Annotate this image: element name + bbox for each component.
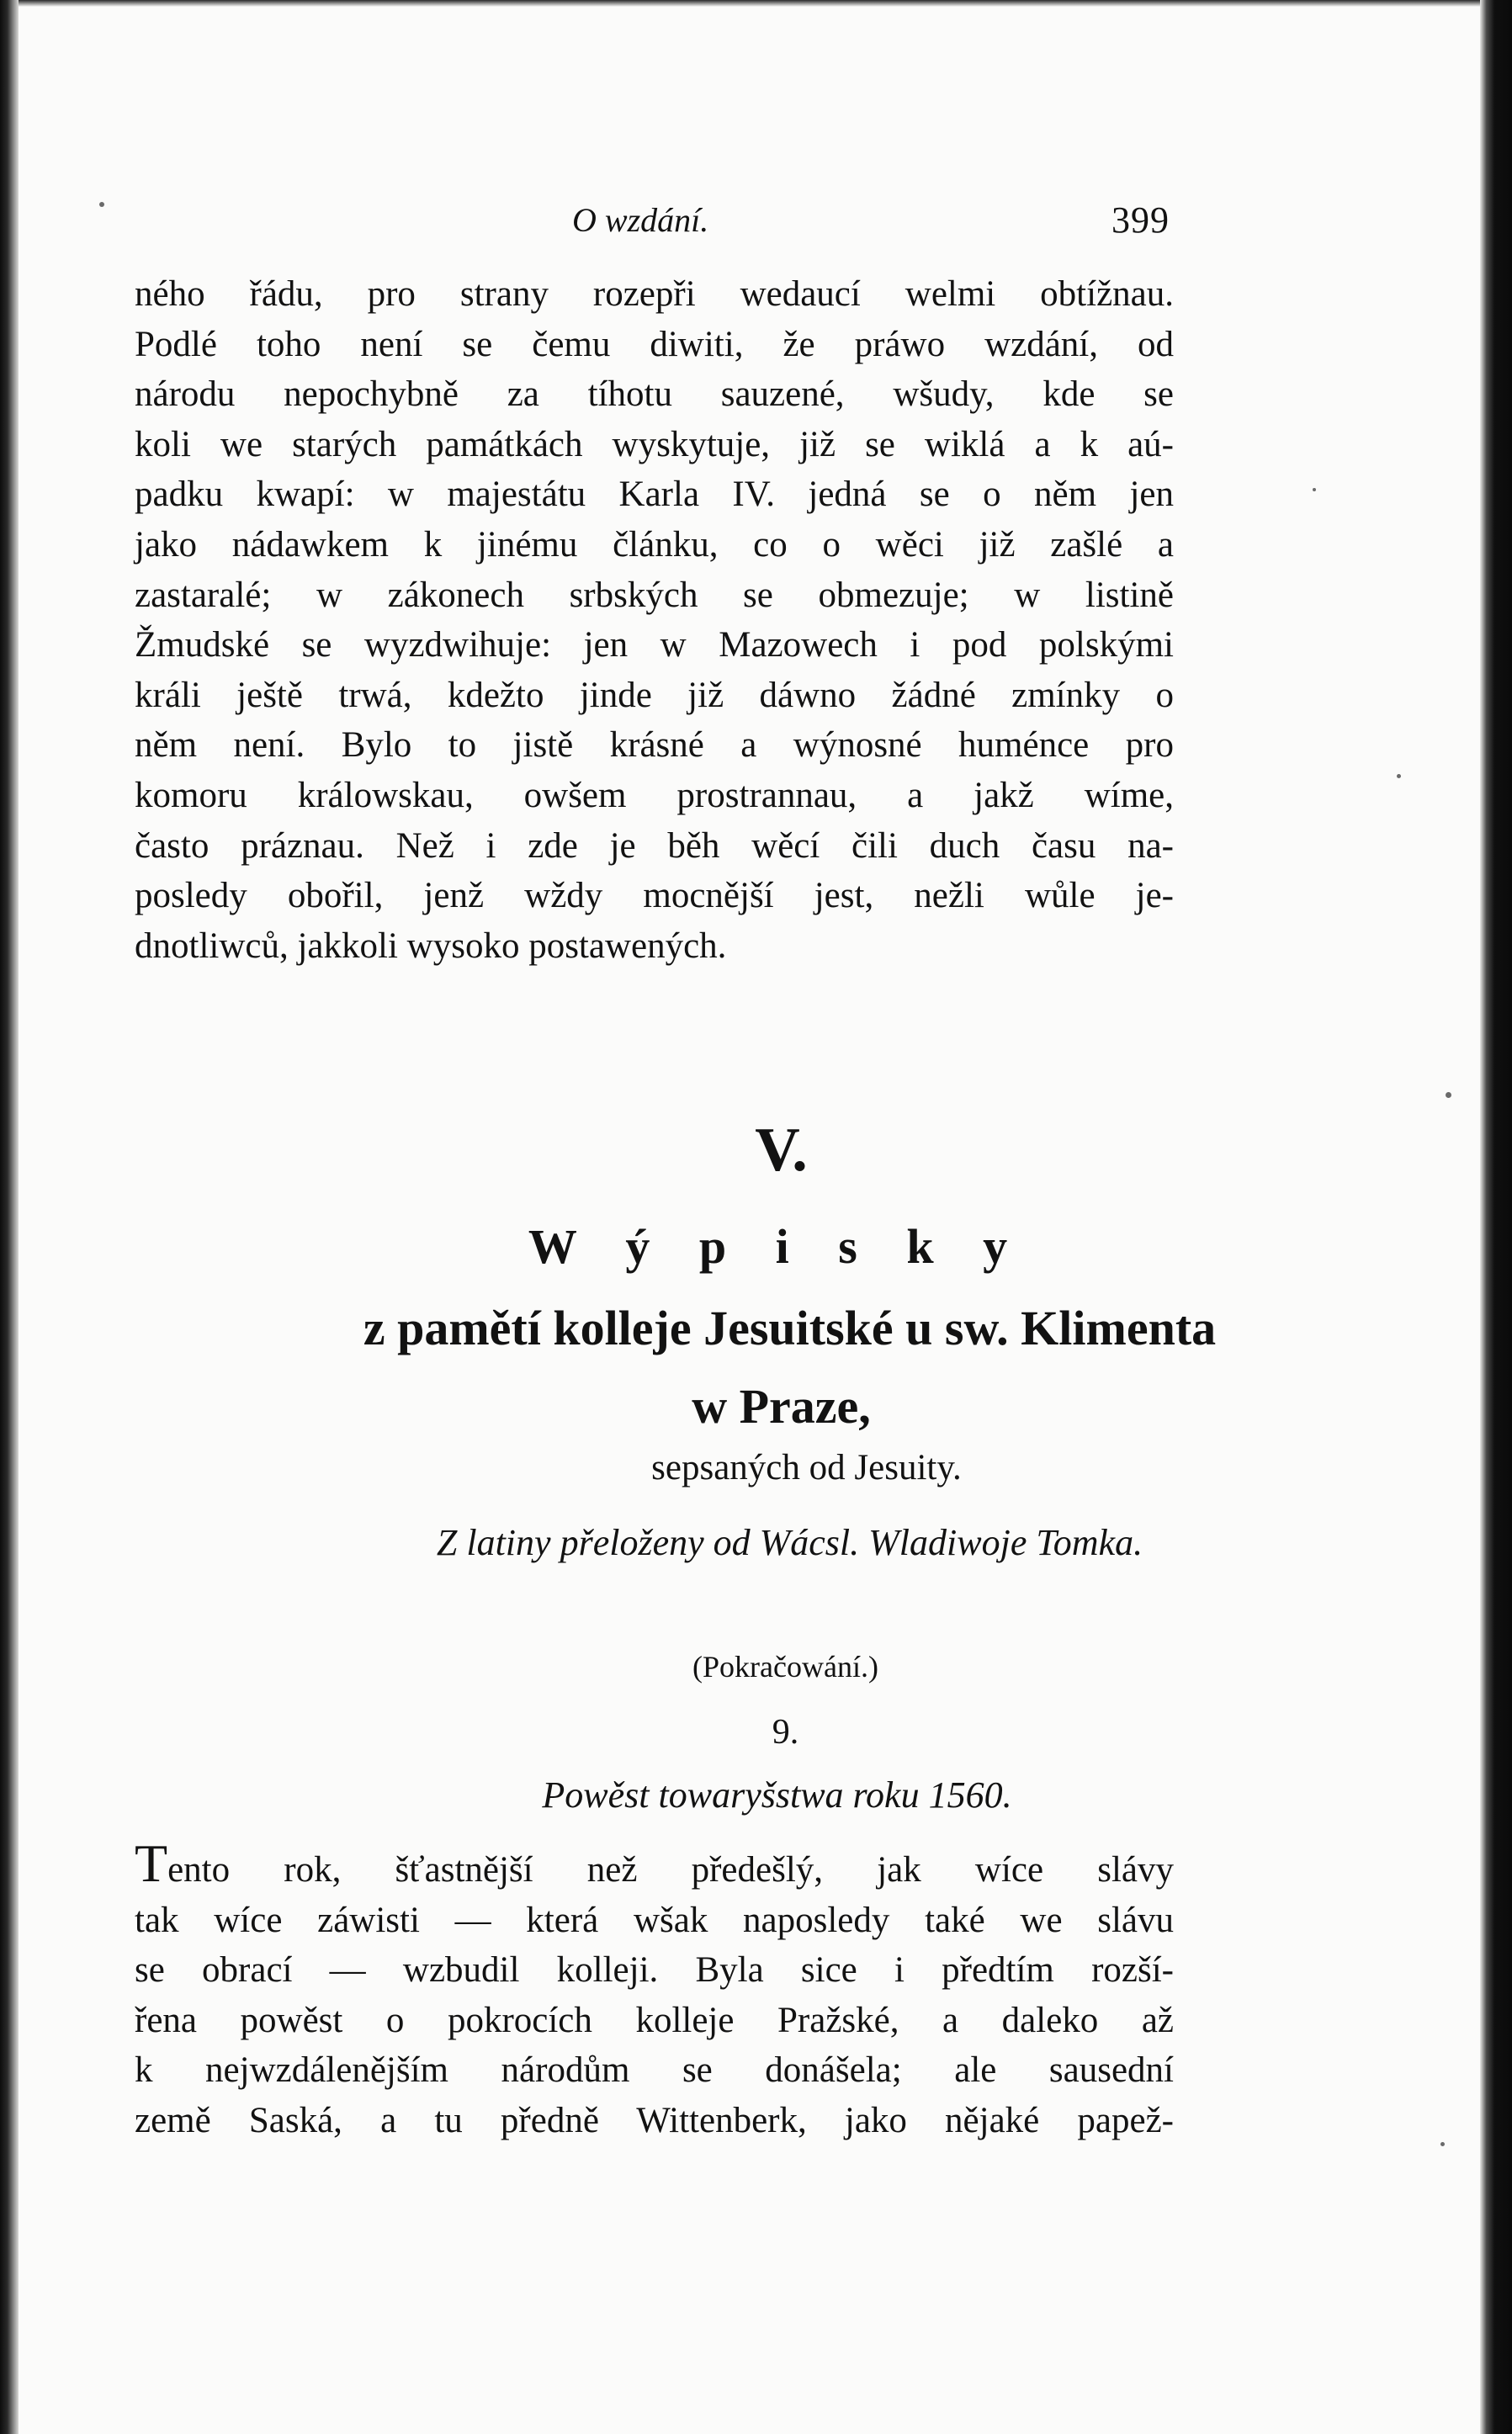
page-number: 399 [1111,199,1170,241]
text-line: zastaralé; w zákonech srbských se obmezuje; w listině [135,575,1174,615]
chapter-number: 9. [772,1713,799,1752]
authorship-line: sepsaných od Jesuity. [651,1448,962,1487]
paper-speck [1446,1092,1451,1098]
section-subtitle-line2: w Praze, [692,1379,871,1434]
text-line: jako nádawkem k jinému článku, co o wěci již zašlé a [135,524,1174,565]
translator-line: Z latiny přeloženy od Wácsl. Wladiwoje Tomka. [436,1522,1143,1563]
page-top-shadow [0,0,1512,7]
text-line: koli we starých památkách wyskytuje, již se wiklá a k aú- [135,424,1174,464]
text-line: ného řádu, pro strany rozepři wedaucí welmi obtížnau. [135,274,1174,314]
text-line-first [135,1833,1174,1896]
text-line: se obrací — wzbudil kolleji. Byla sice i předtím rozší- [135,1950,1174,1991]
paper-speck [1397,774,1401,778]
section-title: W ý p i s k y [528,1219,1027,1274]
text-line: často práznau. Než i zde je běh wěcí čili duch času na- [135,825,1174,866]
page-right-edge-shadow [1480,0,1512,2434]
paragraph-new [135,1833,1174,2146]
text-line: něm není. Bylo to jistě krásné a wýnosné huménce pro [135,725,1174,766]
page-header [135,192,1174,251]
page-left-edge-shadow [0,0,19,2434]
continuation-note: (Pokračowání.) [692,1650,878,1684]
text-line: dnotliwců, jakkoli wysoko postawených. [135,925,727,966]
paper-speck [1440,2142,1445,2146]
text-line: králi ještě trwá, kdežto jinde již dáwno žádné zmínky o [135,675,1174,715]
section-number: V. [755,1116,808,1185]
section-subtitle-line1: z pamětí kolleje Jesuitské u sw. Klimenta [363,1301,1217,1355]
text-line: národu nepochybně za tíhotu sauzené, wšudy, kde se [135,374,1174,415]
text-line: tak wíce záwisti — která wšak naposledy také we slávu [135,1900,1174,1940]
text-line: posledy obořil, jenž wždy mocnější jest, nežli wůle je- [135,876,1174,916]
paragraph-continued [135,269,1174,971]
text-line: řena powěst o pokrocích kolleje Pražské, a daleko až [135,2000,1174,2040]
text-line: země Saská, a tu předně Wittenberk, jako nějaké papež- [135,2100,1174,2140]
first-line-rest: ento rok, šťastnější než předešlý, jak wíce slávy [167,1850,1174,1890]
paper-speck [99,202,104,207]
paper-speck [1313,488,1316,491]
text-line: komoru králowskau, owšem prostrannau, a jakž wíme, [135,775,1174,815]
text-line: k nejwzdálenějším národům se donášela; ale sausední [135,2050,1174,2091]
text-line: padku kwapí: w majestátu Karla IV. jedná se o něm jen [135,475,1174,515]
running-title: O wzdání. [572,201,709,239]
drop-cap: T [135,1833,168,1893]
chapter-title: Powěst towaryšstwa roku 1560. [542,1774,1012,1816]
text-line: Podlé toho není se čemu diwiti, že práwo wzdání, od [135,324,1174,364]
text-line: Žmudské se wyzdwihuje: jen w Mazowech i pod polskými [135,625,1174,666]
